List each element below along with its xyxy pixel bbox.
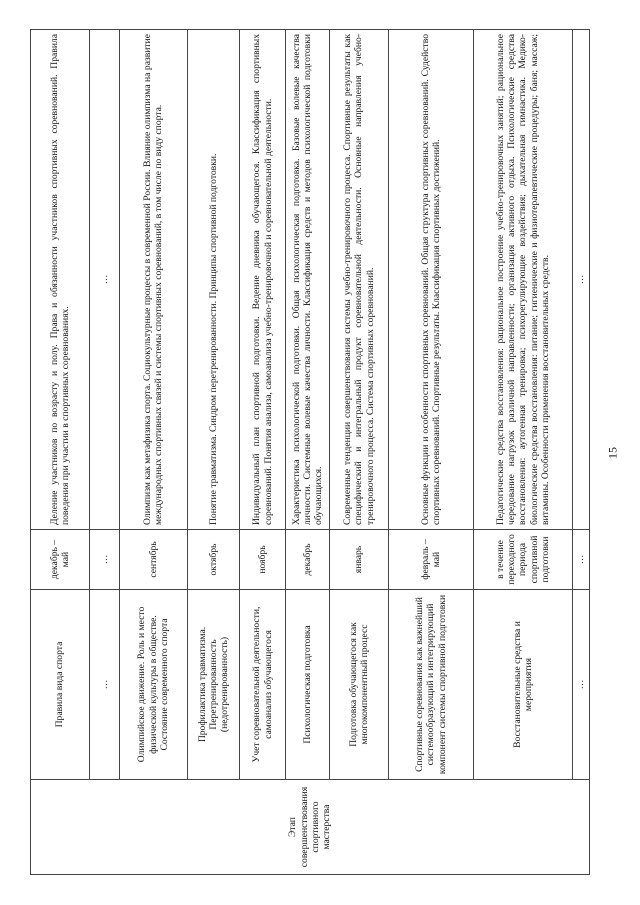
period-cell: ноябрь [240, 530, 286, 590]
period-cell: февраль – май [388, 530, 473, 590]
topic-cell: Учет соревновательной деятельности, самоанализ обучающегося [240, 590, 286, 780]
rotated-table-container [30, 30, 590, 875]
period-cell: октябрь [188, 530, 240, 590]
content-cell: Характеристика психологической подготовки. Общая психологическая подготовка. Базовые волевые качества личности. Системные волевые качества личности. Классификация средств и методов психологической подготовки обучающихся. [286, 30, 330, 530]
content-cell: Педагогические средства восстановления: рациональное построение учебно-тренировочных занятий; рациональное чередование нагрузок различной направленности; организация активного отдыха. Психологические средства восстановления: аутогенная тренировка; психорегулирующие воздействия; дыхательная гимнастика. Медико-биологические средства восстановления: питание; гигиенические и физиотерапевтические процедуры; баня; массаж; витамины. Особенности применения восстановительных средств. [474, 30, 572, 530]
content-cell: … [572, 30, 589, 530]
table-row [188, 30, 240, 875]
content-cell: Деление участников по возрасту и полу. Права и обязанности участников спортивных соревнований. Правила поведения при участии в спортивных соревнованиях. [31, 30, 90, 530]
theory-program-table [30, 29, 590, 875]
content-cell: Основные функции и особенности спортивных соревнований. Общая структура спортивных соревнований. Судейство спортивных соревнований. Спортивные результаты. Классификация спортивных достижений. [388, 30, 473, 530]
table-row [240, 30, 286, 875]
topic-cell: Психологическая подготовка [286, 590, 330, 780]
content-cell: Понятие травматизма. Синдром перетренированности. Принципы спортивной подготовки. [188, 30, 240, 530]
period-cell: январь [330, 530, 389, 590]
table-row [286, 30, 330, 875]
stage-cell: Этап совершенствования спортивного мастерства [31, 780, 590, 875]
page-number: 15 [605, 447, 620, 459]
topic-cell: Олимпийское движение. Роль и место физической культуры в обществе. Состояние современного спорта [119, 590, 187, 780]
topic-cell: Профилактика травматизма. Перетренированность (недотренированность) [188, 590, 240, 780]
table-row [31, 30, 90, 875]
table-row [474, 30, 572, 875]
period-cell: декабрь [286, 530, 330, 590]
table-row [388, 30, 473, 875]
topic-cell: … [572, 590, 589, 780]
table-row [119, 30, 187, 875]
table-row [572, 30, 589, 875]
topic-cell: Восстановительные средства и мероприятия [474, 590, 572, 780]
table-row [89, 30, 119, 875]
period-cell: … [572, 530, 589, 590]
content-cell: … [89, 30, 119, 530]
period-cell: … [89, 530, 119, 590]
topic-cell: … [89, 590, 119, 780]
topic-cell: Спортивные соревнования как важнейший системообразующий и интегрирующий компонент системы спортивной подготовки [388, 590, 473, 780]
content-cell: Современные тенденции совершенствования системы учебно-тренировочного процесса. Спортивные результаты как специфический и интегральный продукт соревновательной деятельности. Основные направления учебно-тренировочного процесса. Система спортивных соревнований. [330, 30, 389, 530]
period-cell: сентябрь [119, 530, 187, 590]
period-cell: в течение переходного периода спортивной подготовки [474, 530, 572, 590]
table-row [330, 30, 389, 875]
content-cell: Индивидуальный план спортивной подготовки. Ведение дневника обучающегося. Классификация спортивных соревнований. Понятия анализа, самоанализа учебно-тренировочной и соревновательной деятельности. [240, 30, 286, 530]
period-cell: декабрь – май [31, 530, 90, 590]
topic-cell: Подготовка обучающегося как многокомпонентный процесс [330, 590, 389, 780]
topic-cell: Правила вида спорта [31, 590, 90, 780]
content-cell: Олимпизм как метафизика спорта. Социокультурные процессы в современной России. Влияние олимпизма на развитие международных спортивных связей и системы спортивных соревнований, в том числе по виду спорта. [119, 30, 187, 530]
